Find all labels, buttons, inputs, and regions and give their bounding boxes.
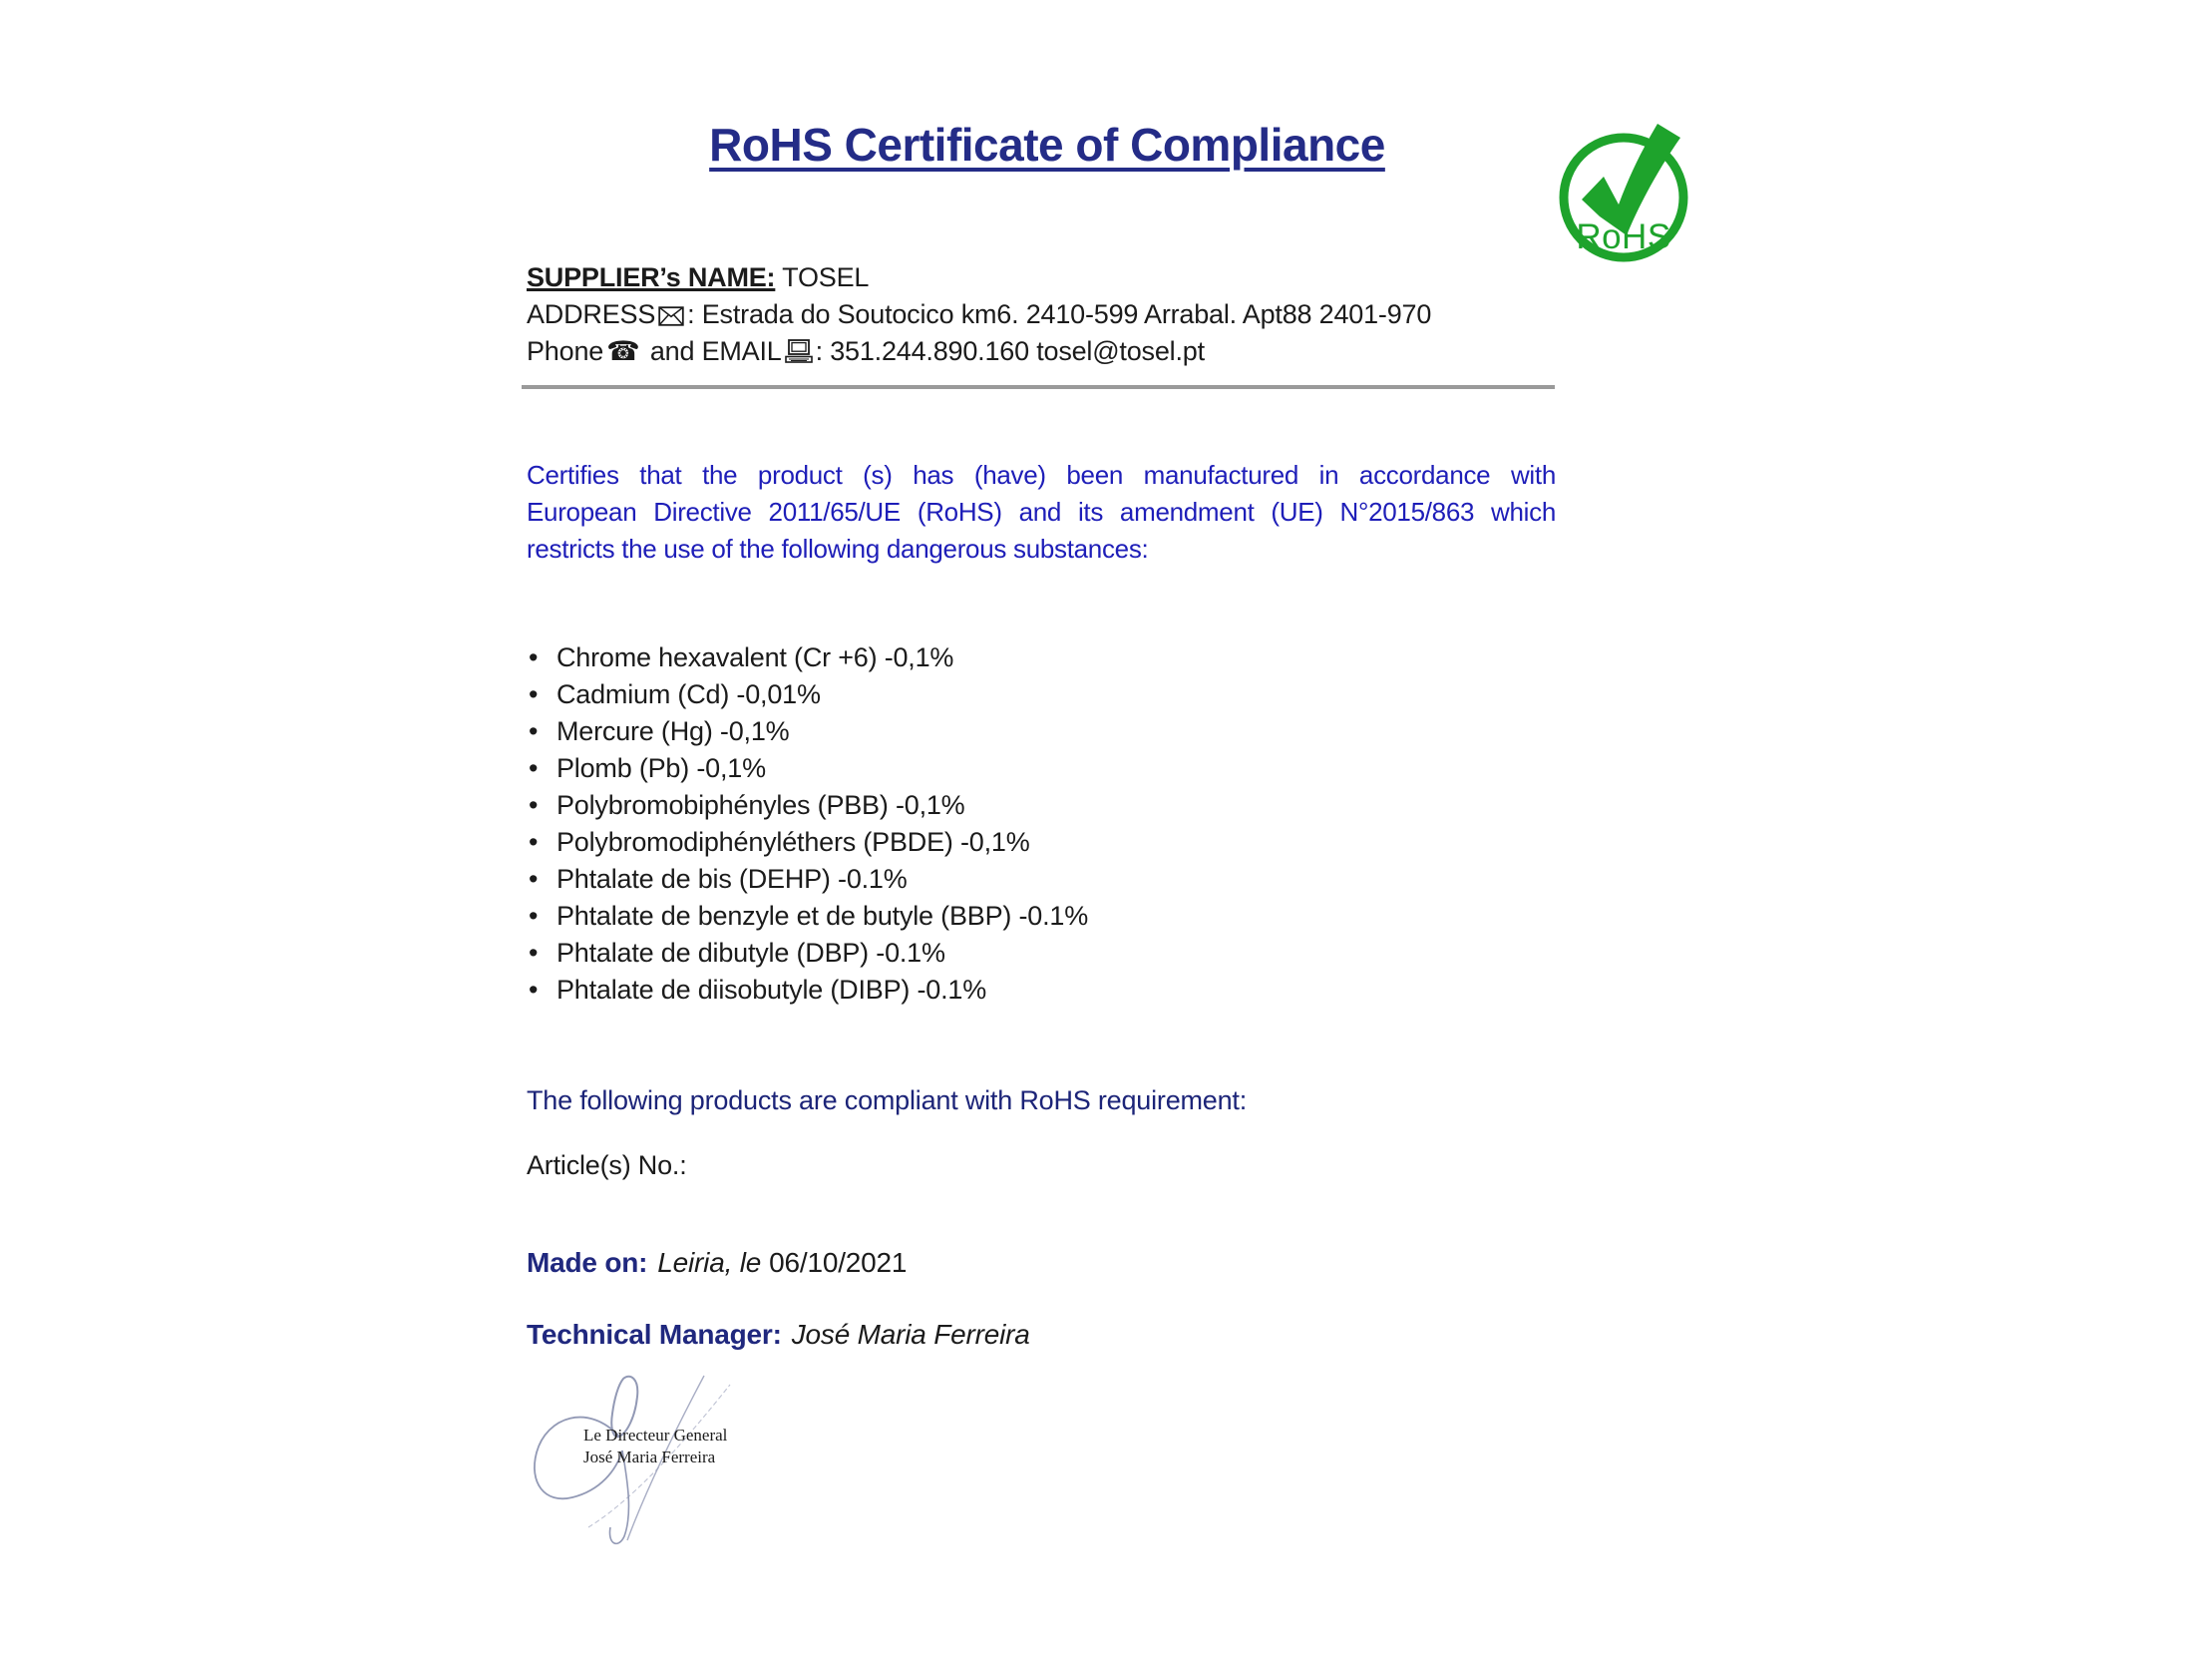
- supplier-name-label: SUPPLIER’s NAME:: [527, 262, 776, 292]
- substance-item: • Polybromodiphényléthers (PBDE) -0,1%: [529, 824, 1088, 861]
- substance-item: • Phtalate de dibutyle (DBP) -0.1%: [529, 935, 1088, 972]
- compliance-statement: The following products are compliant with RoHS requirement:: [527, 1085, 1248, 1115]
- made-on-date: 06/10/2021: [769, 1247, 908, 1278]
- supplier-block: [527, 259, 1634, 370]
- phone-label: Phone: [527, 336, 604, 366]
- contact-value: : 351.244.890.160 tosel@tosel.pt: [815, 336, 1205, 366]
- address-label: ADDRESS: [527, 299, 656, 329]
- substance-item: • Phtalate de benzyle et de butyle (BBP) -0.1%: [529, 898, 1088, 935]
- substance-item: • Mercure (Hg) -0,1%: [529, 713, 1088, 750]
- technical-manager-line: [527, 1319, 1030, 1351]
- email-label: and EMAIL: [642, 336, 782, 366]
- made-on-place: Leiria, le: [657, 1247, 762, 1278]
- supplier-name-line: [527, 259, 1634, 296]
- supplier-name-value: TOSEL: [782, 262, 870, 292]
- signature-block: [527, 1373, 771, 1587]
- signature-flourish: [527, 1373, 771, 1587]
- title-row: [449, 118, 1646, 172]
- substance-item: • Chrome hexavalent (Cr +6) -0,1%: [529, 639, 1088, 676]
- computer-icon: [785, 339, 813, 363]
- made-on-line: [527, 1247, 907, 1279]
- section-divider: [522, 385, 1555, 389]
- substance-item: • Polybromobiphényles (PBB) -0,1%: [529, 787, 1088, 824]
- envelope-icon: [658, 306, 684, 326]
- signature-text: [583, 1425, 768, 1468]
- logo-text: RoHS: [1576, 217, 1671, 256]
- technical-manager-label: Technical Manager:: [527, 1319, 782, 1350]
- phone-icon: ☎: [606, 336, 640, 367]
- signature-title: Le Directeur General: [583, 1426, 728, 1445]
- technical-manager-name: José Maria Ferreira: [791, 1319, 1030, 1350]
- signature-name: José Maria Ferreira: [583, 1448, 716, 1466]
- substance-item: • Cadmium (Cd) -0,01%: [529, 676, 1088, 713]
- supplier-address-line: [527, 296, 1634, 333]
- made-on-label: Made on:: [527, 1247, 648, 1278]
- address-value: : Estrada do Soutocico km6. 2410-599 Arrabal. Apt88 2401-970: [687, 299, 1432, 329]
- substance-item: • Phtalate de diisobutyle (DIBP) -0.1%: [529, 972, 1088, 1009]
- article-number-label: Article(s) No.:: [527, 1150, 687, 1180]
- page-title: RoHS Certificate of Compliance: [709, 119, 1385, 171]
- supplier-contact-line: [527, 333, 1634, 370]
- substance-item: • Plomb (Pb) -0,1%: [529, 750, 1088, 787]
- certification-paragraph: [527, 457, 1556, 568]
- certification-line: restricts the use of the following dangerous substances:: [527, 534, 1149, 564]
- substance-item: • Phtalate de bis (DEHP) -0.1%: [529, 861, 1088, 898]
- certification-line: European Directive 2011/65/UE (RoHS) and its amendment (UE) N°2015/863 which: [527, 497, 1556, 527]
- substances-list: [529, 639, 1088, 1009]
- certification-line: Certifies that the product (s) has (have) been manufactured in accordance with: [527, 460, 1556, 490]
